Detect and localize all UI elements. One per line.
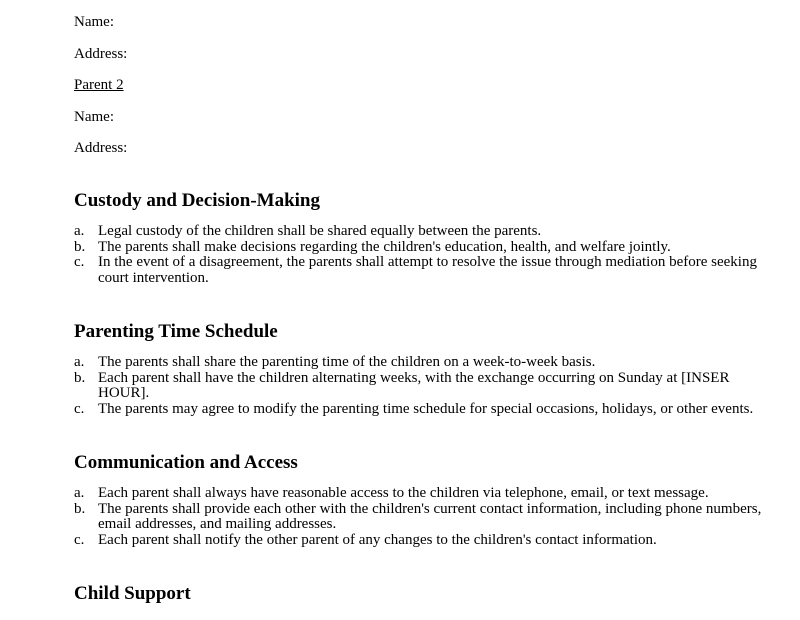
list-item-text: Legal custody of the children shall be shared equally between the parents. — [98, 223, 542, 239]
list-item-text: The parents may agree to modify the parenting time schedule for special occasions, holidays, or other events. — [98, 400, 754, 417]
list-marker: b. — [74, 369, 86, 386]
list-item-text: Each parent shall notify the other parent of any changes to the children's contact information. — [98, 531, 657, 548]
section-heading-child-support: Child Support — [74, 583, 191, 604]
list-item — [74, 402, 774, 418]
parent1-address-label: Address: — [74, 46, 128, 62]
list-marker: c. — [74, 254, 85, 270]
communication-list — [74, 486, 774, 548]
list-item — [74, 224, 774, 240]
custody-list — [74, 224, 774, 286]
parent2-address-label: Address: — [74, 140, 128, 156]
list-marker: a. — [74, 223, 85, 239]
list-item — [74, 255, 774, 286]
list-item — [74, 533, 774, 549]
list-item — [74, 371, 774, 402]
parenting-time-list — [74, 355, 774, 417]
list-item — [74, 240, 774, 256]
list-marker: b. — [74, 500, 86, 517]
list-marker: c. — [74, 400, 85, 417]
list-item — [74, 355, 774, 371]
section-heading-parenting-time: Parenting Time Schedule — [74, 321, 278, 342]
list-item-text: The parents shall make decisions regarding the children's education, health, and welfare jointly. — [98, 238, 671, 255]
list-item-text: Each parent shall always have reasonable access to the children via telephone, email, or text message. — [98, 485, 709, 501]
list-item-text: In the event of a disagreement, the parents shall attempt to resolve the issue through mediation before seeking court intervention. — [98, 254, 757, 286]
list-item-text: The parents shall provide each other with the children's current contact information, including phone numbers, email addresses, and mailing addresses. — [98, 500, 762, 532]
list-item — [74, 502, 774, 533]
list-marker: a. — [74, 485, 85, 501]
parent2-name-label: Name: — [74, 109, 114, 125]
section-heading-communication: Communication and Access — [74, 452, 298, 473]
list-item — [74, 486, 774, 502]
list-marker: b. — [74, 238, 86, 255]
list-item-text: Each parent shall have the children alternating weeks, with the exchange occurring on Sunday at [INSER HOUR]. — [98, 369, 730, 401]
section-heading-custody: Custody and Decision-Making — [74, 190, 320, 211]
parent2-heading: Parent 2 — [74, 77, 124, 93]
list-item-text: The parents shall share the parenting time of the children on a week-to-week basis. — [98, 354, 596, 370]
parent1-name-label: Name: — [74, 14, 114, 30]
list-marker: a. — [74, 354, 85, 370]
list-marker: c. — [74, 531, 85, 548]
